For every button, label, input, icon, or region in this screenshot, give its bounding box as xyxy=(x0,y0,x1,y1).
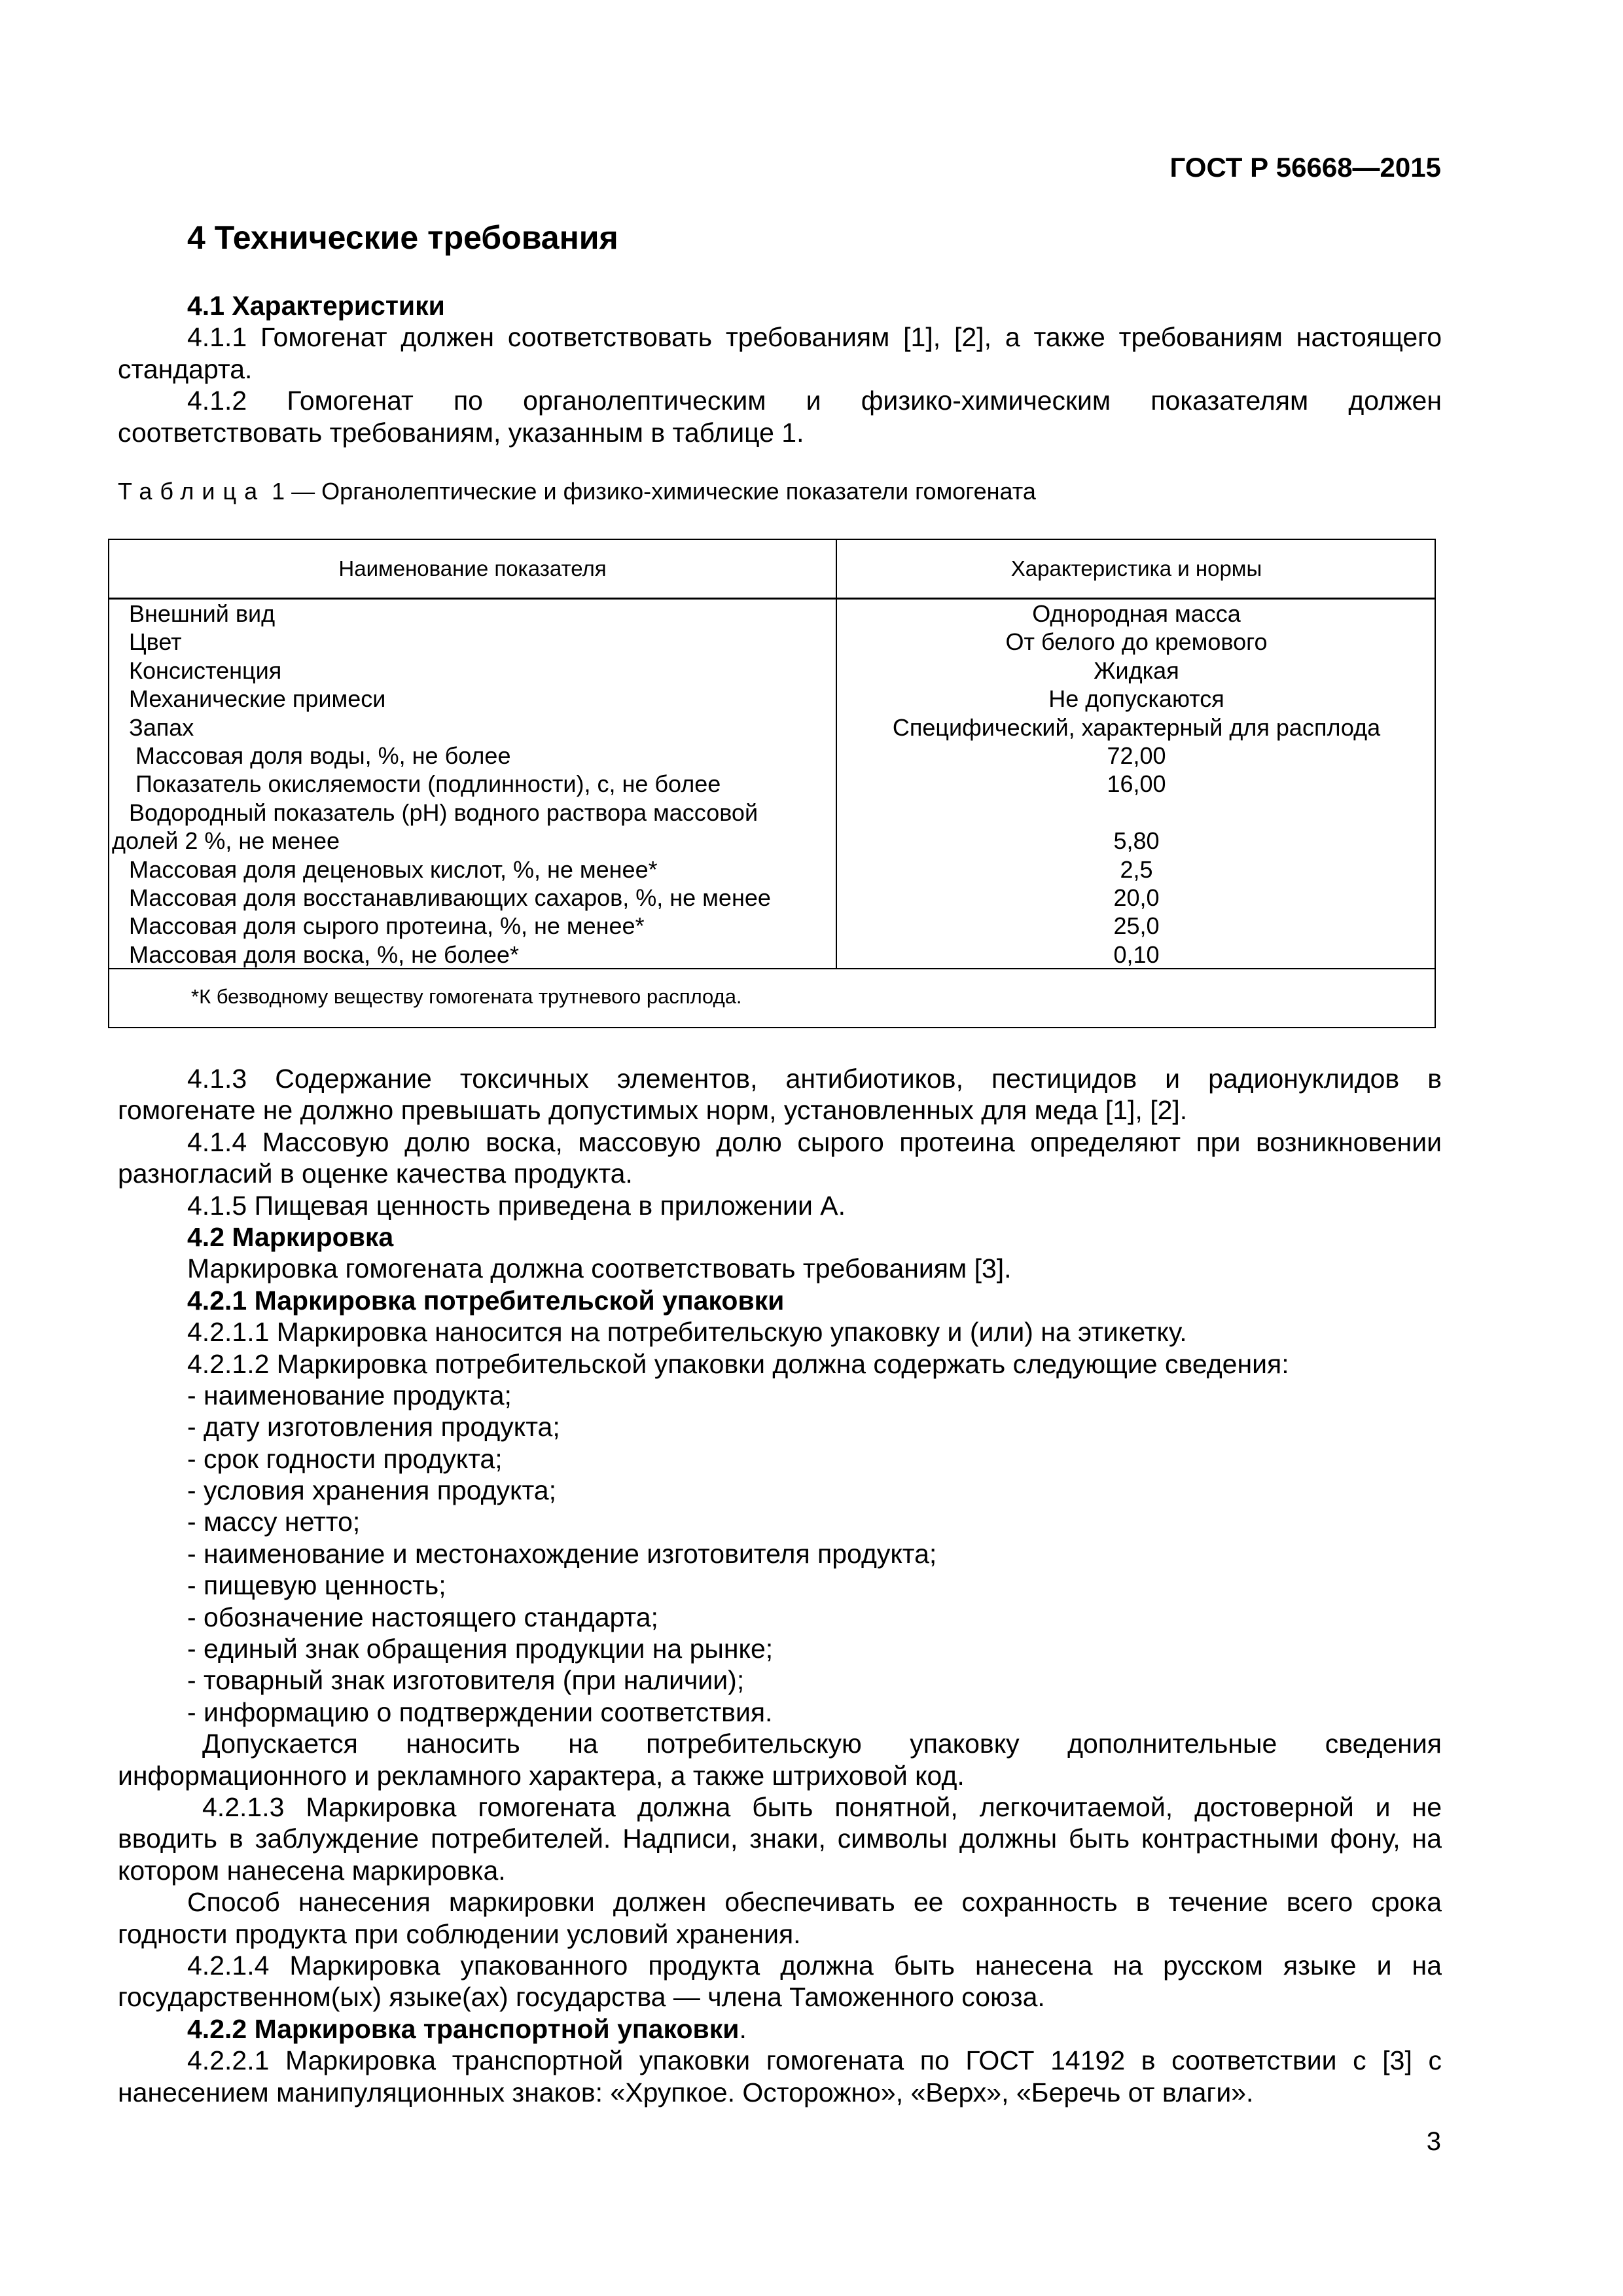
text-line-content: разногласий в оценке качества продукта. xyxy=(118,1158,633,1189)
text-line xyxy=(118,1570,1442,1601)
text-line-content: стандарта. xyxy=(118,353,253,384)
text-line xyxy=(118,1094,1442,1126)
footnote-divider xyxy=(109,968,1435,969)
text-line xyxy=(118,1506,1442,1537)
text-line-content: гомогенате не должно превышать допустимых норм, установленных для меда [1], [2]. xyxy=(118,1095,1188,1126)
table-header xyxy=(109,540,1435,600)
text-line xyxy=(118,1950,1442,1981)
column-header-norms: Характеристика и нормы xyxy=(1010,556,1262,581)
text-line-content: нанесением манипуляционных знаков: «Хрупкое. Осторожно», «Верх», «Беречь от влаги». xyxy=(118,2077,1254,2108)
indicator-norm: От белого до кремового xyxy=(1005,628,1268,656)
table-row xyxy=(109,628,1435,656)
text-line-content: - обозначение настоящего стандарта; xyxy=(187,1602,658,1632)
text-line xyxy=(118,1538,1442,1570)
indicator-norm: 16,00 xyxy=(1107,770,1166,798)
text-line xyxy=(118,1063,1442,1094)
text-line-tail: . xyxy=(739,2013,747,2044)
indicator-name: Массовая доля восстанавливающих сахаров, %, не менее xyxy=(129,884,771,911)
text-line xyxy=(118,1158,1442,1189)
text-line-content: 4.1.1 Гомогенат должен соответствовать требованиям [1], [2], а также требованиям настоящего xyxy=(187,322,1442,353)
table-row xyxy=(109,798,1435,827)
text-line-content: - информацию о подтверждении соответствия. xyxy=(187,1696,773,1727)
table-row xyxy=(109,713,1435,742)
indicator-name: Массовая доля воска, %, не более* xyxy=(129,941,519,968)
text-line-content: 4.1.5 Пищевая ценность приведена в приложении А. xyxy=(187,1190,846,1221)
text-line xyxy=(118,2045,1442,2076)
indicator-norm: Не допускаются xyxy=(1048,685,1224,713)
text-line xyxy=(118,1285,1442,1316)
table-row xyxy=(109,600,1435,628)
indicator-norm: Специфический, характерный для расплода xyxy=(892,713,1381,741)
indicator-norm: 0,10 xyxy=(1113,941,1160,968)
text-line xyxy=(118,417,1442,448)
body-paragraphs xyxy=(118,1063,1442,2108)
text-line xyxy=(118,2013,1442,2045)
table-row xyxy=(109,656,1435,685)
text-line-content: - пищевую ценность; xyxy=(187,1570,446,1601)
indicator-name: Массовая доля деценовых кислот, %, не менее* xyxy=(129,855,658,883)
text-line xyxy=(118,1823,1442,1854)
table-row xyxy=(109,685,1435,713)
text-line xyxy=(118,1760,1442,1791)
text-line-content: - наименование продукта; xyxy=(187,1380,512,1410)
text-line xyxy=(118,1728,1442,1759)
indicator-norm: 2,5 xyxy=(1120,855,1153,883)
section-title: 4 Технические требования xyxy=(187,219,618,256)
text-line-content: - массу нетто; xyxy=(187,1507,361,1537)
document-code: ГОСТ Р 56668—2015 xyxy=(1169,152,1441,183)
indicator-norm: 20,0 xyxy=(1113,884,1160,911)
indicator-name: Водородный показатель (рН) водного раствора массовой xyxy=(129,798,758,826)
text-line xyxy=(118,1981,1442,2013)
text-line xyxy=(118,1411,1442,1443)
table-row xyxy=(109,742,1435,770)
text-line-content: 4.2.1.1 Маркировка наносится на потребительскую упаковку и (или) на этикетку. xyxy=(187,1317,1187,1348)
text-line xyxy=(118,1443,1442,1475)
text-line xyxy=(118,1602,1442,1633)
text-line xyxy=(118,1190,1442,1221)
text-line-content: 4.1.2 Гомогенат по органолептическим и физико-химическим показателям должен xyxy=(187,386,1442,416)
page-number: 3 xyxy=(1426,2127,1441,2156)
indicator-norm: Однородная масса xyxy=(1032,600,1241,627)
table-row xyxy=(109,941,1435,969)
indicator-name: Запах xyxy=(129,713,194,741)
text-line-content: - дату изготовления продукта; xyxy=(187,1412,560,1443)
text-line-content: - товарный знак изготовителя (при наличии); xyxy=(187,1665,745,1696)
text-line-content: 4.2.1.4 Маркировка упакованного продукта должна быть нанесена на русском языке и на xyxy=(187,1950,1442,1981)
indicators-table xyxy=(108,539,1436,1028)
text-line-content: соответствовать требованиям, указанным в таблице 1. xyxy=(118,417,804,448)
text-line-content: 4.2.1.2 Маркировка потребительской упаковки должна содержать следующие сведения: xyxy=(187,1348,1289,1379)
text-line xyxy=(118,1475,1442,1506)
indicator-norm: 5,80 xyxy=(1113,827,1160,855)
text-line xyxy=(118,1791,1442,1823)
text-line-content: 4.2.2 Маркировка транспортной упаковки xyxy=(187,2013,740,2044)
text-line-content: котором нанесена маркировка. xyxy=(118,1855,506,1886)
indicator-name: Механические примеси xyxy=(129,685,386,713)
text-line xyxy=(118,1696,1442,1728)
table-row xyxy=(109,912,1435,940)
text-line-content: государственном(ых) языке(ах) государства — члена Таможенного союза. xyxy=(118,1982,1045,2013)
text-line xyxy=(118,1918,1442,1950)
text-line xyxy=(118,1633,1442,1664)
table-caption-text: 1 — Органолептические и физико-химические показатели гомогената xyxy=(265,478,1036,505)
text-line-content: Маркировка гомогената должна соответствовать требованиям [3]. xyxy=(187,1253,1012,1284)
indicator-name: Консистенция xyxy=(129,656,282,684)
text-line-content: 4.1.4 Массовую долю воска, массовую долю сырого протеина определяют при возникновении xyxy=(187,1126,1442,1157)
text-line-content: 4.1.3 Содержание токсичных элементов, антибиотиков, пестицидов и радионуклидов в xyxy=(187,1064,1442,1094)
text-line xyxy=(118,321,1442,353)
text-line xyxy=(118,1855,1442,1886)
text-line-content: вводить в заблуждение потребителей. Надписи, знаки, символы должны быть контрастными фону, на xyxy=(118,1823,1442,1854)
text-line xyxy=(118,290,1442,321)
text-line xyxy=(118,1221,1442,1253)
text-line-content: 4.2 Маркировка xyxy=(187,1221,394,1252)
table-row xyxy=(109,884,1435,912)
intro-paragraphs xyxy=(118,290,1442,448)
text-line xyxy=(118,353,1442,385)
text-line xyxy=(118,1316,1442,1348)
table-footnote: *К безводному веществу гомогената трутневого расплода. xyxy=(191,985,742,1008)
indicator-norm: Жидкая xyxy=(1094,656,1179,684)
table-caption-label: Таблица xyxy=(118,478,266,505)
indicator-name: Внешний вид xyxy=(129,600,276,627)
text-line-content: - срок годности продукта; xyxy=(187,1443,503,1474)
table-row xyxy=(109,855,1435,884)
text-line-content: - наименование и местонахождение изготовителя продукта; xyxy=(187,1538,937,1569)
indicator-norm: 25,0 xyxy=(1113,912,1160,940)
text-line-content: - условия хранения продукта; xyxy=(187,1475,556,1506)
text-line xyxy=(118,1253,1442,1284)
text-line-content: Способ нанесения маркировки должен обеспечивать ее сохранность в течение всего срока xyxy=(187,1887,1442,1918)
table-row xyxy=(109,770,1435,798)
text-line-content: Допускается наносить на потребительскую упаковку дополнительные сведения xyxy=(202,1729,1442,1759)
indicator-name: Массовая доля сырого протеина, %, не менее* xyxy=(129,912,645,940)
indicator-name: Цвет xyxy=(129,628,182,656)
text-line-content: 4.2.1.3 Маркировка гомогената должна быть понятной, легкочитаемой, достоверной и не xyxy=(202,1791,1442,1822)
text-line-content: годности продукта при соблюдении условий хранения. xyxy=(118,1918,801,1949)
text-line xyxy=(118,1348,1442,1380)
text-line-content: - единый знак обращения продукции на рынке; xyxy=(187,1634,774,1664)
text-line xyxy=(118,385,1442,416)
column-header-name: Наименование показателя xyxy=(338,556,607,581)
indicator-name: Массовая доля воды, %, не более xyxy=(129,742,511,769)
indicator-norm: 72,00 xyxy=(1107,742,1166,769)
text-line-content: 4.2.2.1 Маркировка транспортной упаковки гомогената по ГОСТ 14192 в соответствии с [3] с xyxy=(187,2045,1442,2076)
text-line-content: информационного и рекламного характера, а также штриховой код. xyxy=(118,1760,965,1791)
text-line-content: 4.1 Характеристики xyxy=(187,291,445,321)
text-line xyxy=(118,1886,1442,1918)
indicator-name: долей 2 %, не менее xyxy=(112,827,340,855)
text-line xyxy=(118,1664,1442,1696)
text-line xyxy=(118,1126,1442,1158)
text-line xyxy=(118,1380,1442,1411)
text-line-content: 4.2.1 Маркировка потребительской упаковки xyxy=(187,1285,785,1316)
table-caption xyxy=(118,478,1036,505)
table-row xyxy=(109,827,1435,855)
text-line xyxy=(118,2077,1442,2108)
indicator-name: Показатель окисляемости (подлинности), с, не более xyxy=(129,770,721,798)
